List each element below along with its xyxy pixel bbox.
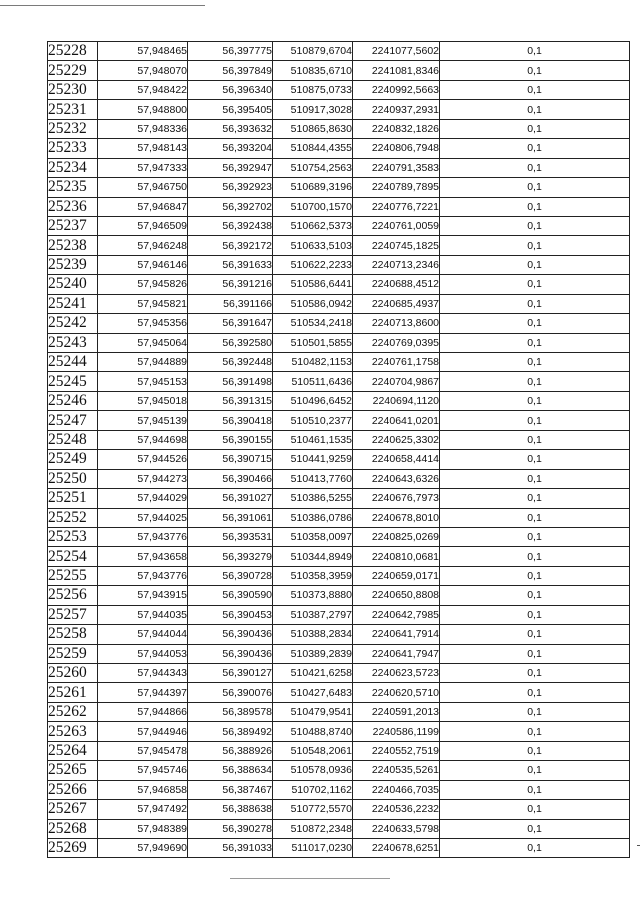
y-coordinate-cell: 2240688,4512: [353, 275, 440, 294]
point-number-cell: 25268: [48, 819, 98, 838]
latitude-cell: 57,944866: [98, 702, 188, 721]
table-row: [48, 80, 630, 99]
value-cell: 0,1: [440, 508, 630, 527]
value-cell: 0,1: [440, 450, 630, 469]
value-cell: 0,1: [440, 761, 630, 780]
x-coordinate-cell: 510427,6483: [273, 683, 353, 702]
longitude-cell: 56,390436: [188, 625, 273, 644]
table-row: [48, 741, 630, 760]
y-coordinate-cell: 2240552,7519: [353, 741, 440, 760]
table-row: [48, 353, 630, 372]
y-coordinate-cell: 2240642,7985: [353, 605, 440, 624]
latitude-cell: 57,944343: [98, 664, 188, 683]
y-coordinate-cell: 2240633,5798: [353, 819, 440, 838]
point-number-cell: 25234: [48, 158, 98, 177]
x-coordinate-cell: 510865,8630: [273, 119, 353, 138]
latitude-cell: 57,949690: [98, 838, 188, 857]
latitude-cell: 57,944035: [98, 605, 188, 624]
longitude-cell: 56,392172: [188, 236, 273, 255]
value-cell: 0,1: [440, 294, 630, 313]
table-row: [48, 411, 630, 430]
longitude-cell: 56,388634: [188, 761, 273, 780]
point-number-cell: 25267: [48, 800, 98, 819]
table-row: [48, 42, 630, 61]
x-coordinate-cell: 510373,8880: [273, 586, 353, 605]
value-cell: 0,1: [440, 430, 630, 449]
latitude-cell: 57,944946: [98, 722, 188, 741]
value-cell: 0,1: [440, 722, 630, 741]
latitude-cell: 57,944029: [98, 489, 188, 508]
y-coordinate-cell: 2240623,5723: [353, 664, 440, 683]
latitude-cell: 57,948143: [98, 139, 188, 158]
point-number-cell: 25262: [48, 702, 98, 721]
x-coordinate-cell: 510662,5373: [273, 216, 353, 235]
latitude-cell: 57,946509: [98, 216, 188, 235]
value-cell: 0,1: [440, 625, 630, 644]
longitude-cell: 56,391216: [188, 275, 273, 294]
latitude-cell: 57,945478: [98, 741, 188, 760]
latitude-cell: 57,945153: [98, 372, 188, 391]
latitude-cell: 57,945139: [98, 411, 188, 430]
y-coordinate-cell: 2240658,4414: [353, 450, 440, 469]
longitude-cell: 56,392448: [188, 353, 273, 372]
point-number-cell: 25269: [48, 838, 98, 857]
value-cell: 0,1: [440, 333, 630, 352]
y-coordinate-cell: 2241077,5602: [353, 42, 440, 61]
y-coordinate-cell: 2240761,1758: [353, 353, 440, 372]
point-number-cell: 25241: [48, 294, 98, 313]
table-row: [48, 683, 630, 702]
point-number-cell: 25256: [48, 586, 98, 605]
y-coordinate-cell: 2240625,3302: [353, 430, 440, 449]
latitude-cell: 57,944397: [98, 683, 188, 702]
x-coordinate-cell: 510511,6436: [273, 372, 353, 391]
x-coordinate-cell: 510689,3196: [273, 178, 353, 197]
latitude-cell: 57,948389: [98, 819, 188, 838]
x-coordinate-cell: 510772,5570: [273, 800, 353, 819]
point-number-cell: 25228: [48, 42, 98, 61]
point-number-cell: 25264: [48, 741, 98, 760]
y-coordinate-cell: 2240586,1199: [353, 722, 440, 741]
table-row: [48, 625, 630, 644]
table-row: [48, 275, 630, 294]
value-cell: 0,1: [440, 586, 630, 605]
x-coordinate-cell: 510633,5103: [273, 236, 353, 255]
longitude-cell: 56,387467: [188, 780, 273, 799]
latitude-cell: 57,943776: [98, 527, 188, 546]
longitude-cell: 56,390728: [188, 566, 273, 585]
table-row: [48, 838, 630, 857]
longitude-cell: 56,388638: [188, 800, 273, 819]
table-row: [48, 100, 630, 119]
latitude-cell: 57,944025: [98, 508, 188, 527]
x-coordinate-cell: 510358,0097: [273, 527, 353, 546]
point-number-cell: 25230: [48, 80, 98, 99]
x-coordinate-cell: 510479,9541: [273, 702, 353, 721]
point-number-cell: 25265: [48, 761, 98, 780]
table-row: [48, 489, 630, 508]
value-cell: 0,1: [440, 489, 630, 508]
point-number-cell: 25239: [48, 255, 98, 274]
y-coordinate-cell: 2240745,1825: [353, 236, 440, 255]
latitude-cell: 57,945821: [98, 294, 188, 313]
x-coordinate-cell: 510389,2839: [273, 644, 353, 663]
table-row: [48, 255, 630, 274]
longitude-cell: 56,389492: [188, 722, 273, 741]
point-number-cell: 25231: [48, 100, 98, 119]
point-number-cell: 25246: [48, 391, 98, 410]
latitude-cell: 57,945064: [98, 333, 188, 352]
value-cell: 0,1: [440, 353, 630, 372]
latitude-cell: 57,948422: [98, 80, 188, 99]
longitude-cell: 56,391647: [188, 314, 273, 333]
x-coordinate-cell: 510421,6258: [273, 664, 353, 683]
y-coordinate-cell: 2240641,0201: [353, 411, 440, 430]
x-coordinate-cell: 510482,1153: [273, 353, 353, 372]
point-number-cell: 25229: [48, 61, 98, 80]
point-number-cell: 25233: [48, 139, 98, 158]
longitude-cell: 56,390155: [188, 430, 273, 449]
x-coordinate-cell: 510622,2233: [273, 255, 353, 274]
latitude-cell: 57,945018: [98, 391, 188, 410]
point-number-cell: 25266: [48, 780, 98, 799]
table-row: [48, 761, 630, 780]
value-cell: 0,1: [440, 216, 630, 235]
point-number-cell: 25263: [48, 722, 98, 741]
table-row: [48, 586, 630, 605]
latitude-cell: 57,946750: [98, 178, 188, 197]
longitude-cell: 56,390590: [188, 586, 273, 605]
y-coordinate-cell: 2240832,1826: [353, 119, 440, 138]
x-coordinate-cell: 510386,0786: [273, 508, 353, 527]
x-coordinate-cell: 510875,0733: [273, 80, 353, 99]
point-number-cell: 25232: [48, 119, 98, 138]
y-coordinate-cell: 2240825,0269: [353, 527, 440, 546]
longitude-cell: 56,397849: [188, 61, 273, 80]
y-coordinate-cell: 2240676,7973: [353, 489, 440, 508]
y-coordinate-cell: 2240992,5663: [353, 80, 440, 99]
point-number-cell: 25245: [48, 372, 98, 391]
longitude-cell: 56,391166: [188, 294, 273, 313]
table-row: [48, 139, 630, 158]
table-row: [48, 780, 630, 799]
value-cell: 0,1: [440, 255, 630, 274]
y-coordinate-cell: 2240694,1120: [353, 391, 440, 410]
value-cell: 0,1: [440, 664, 630, 683]
value-cell: 0,1: [440, 800, 630, 819]
value-cell: 0,1: [440, 838, 630, 857]
point-number-cell: 25257: [48, 605, 98, 624]
y-coordinate-cell: 2240650,8808: [353, 586, 440, 605]
value-cell: 0,1: [440, 527, 630, 546]
x-coordinate-cell: 510700,1570: [273, 197, 353, 216]
x-coordinate-cell: 510548,2061: [273, 741, 353, 760]
x-coordinate-cell: 510844,4355: [273, 139, 353, 158]
longitude-cell: 56,393204: [188, 139, 273, 158]
latitude-cell: 57,944889: [98, 353, 188, 372]
longitude-cell: 56,390076: [188, 683, 273, 702]
x-coordinate-cell: 510754,2563: [273, 158, 353, 177]
value-cell: 0,1: [440, 119, 630, 138]
latitude-cell: 57,946248: [98, 236, 188, 255]
longitude-cell: 56,390418: [188, 411, 273, 430]
table-row: [48, 644, 630, 663]
y-coordinate-cell: 2240535,5261: [353, 761, 440, 780]
table-row: [48, 800, 630, 819]
x-coordinate-cell: 510917,3028: [273, 100, 353, 119]
x-coordinate-cell: 510388,2834: [273, 625, 353, 644]
table-body: [48, 42, 630, 858]
latitude-cell: 57,944698: [98, 430, 188, 449]
latitude-cell: 57,944053: [98, 644, 188, 663]
x-coordinate-cell: 510461,1535: [273, 430, 353, 449]
longitude-cell: 56,392923: [188, 178, 273, 197]
latitude-cell: 57,943915: [98, 586, 188, 605]
x-coordinate-cell: 510387,2797: [273, 605, 353, 624]
table-row: [48, 469, 630, 488]
table-row: [48, 314, 630, 333]
value-cell: 0,1: [440, 139, 630, 158]
longitude-cell: 56,392947: [188, 158, 273, 177]
latitude-cell: 57,947492: [98, 800, 188, 819]
longitude-cell: 56,389578: [188, 702, 273, 721]
y-coordinate-cell: 2240678,8010: [353, 508, 440, 527]
value-cell: 0,1: [440, 80, 630, 99]
value-cell: 0,1: [440, 411, 630, 430]
x-coordinate-cell: 510358,3959: [273, 566, 353, 585]
longitude-cell: 56,391033: [188, 838, 273, 857]
table-row: [48, 294, 630, 313]
y-coordinate-cell: 2240536,2232: [353, 800, 440, 819]
point-number-cell: 25261: [48, 683, 98, 702]
longitude-cell: 56,391633: [188, 255, 273, 274]
y-coordinate-cell: 2240643,6326: [353, 469, 440, 488]
table-row: [48, 664, 630, 683]
value-cell: 0,1: [440, 372, 630, 391]
y-coordinate-cell: 2240769,0395: [353, 333, 440, 352]
value-cell: 0,1: [440, 566, 630, 585]
point-number-cell: 25235: [48, 178, 98, 197]
value-cell: 0,1: [440, 61, 630, 80]
point-number-cell: 25250: [48, 469, 98, 488]
x-coordinate-cell: 510586,0942: [273, 294, 353, 313]
x-coordinate-cell: 510488,8740: [273, 722, 353, 741]
coordinates-table: [47, 41, 630, 858]
point-number-cell: 25248: [48, 430, 98, 449]
value-cell: 0,1: [440, 391, 630, 410]
latitude-cell: 57,945746: [98, 761, 188, 780]
point-number-cell: 25240: [48, 275, 98, 294]
table-row: [48, 819, 630, 838]
table-row: [48, 508, 630, 527]
value-cell: 0,1: [440, 42, 630, 61]
point-number-cell: 25259: [48, 644, 98, 663]
table-row: [48, 722, 630, 741]
longitude-cell: 56,391061: [188, 508, 273, 527]
x-coordinate-cell: 510835,6710: [273, 61, 353, 80]
table-row: [48, 702, 630, 721]
value-cell: 0,1: [440, 469, 630, 488]
bottom-rule: [230, 878, 390, 879]
x-coordinate-cell: 510586,6441: [273, 275, 353, 294]
table-row: [48, 566, 630, 585]
latitude-cell: 57,948070: [98, 61, 188, 80]
y-coordinate-cell: 2240810,0681: [353, 547, 440, 566]
value-cell: 0,1: [440, 741, 630, 760]
table-row: [48, 178, 630, 197]
y-coordinate-cell: 2240713,2346: [353, 255, 440, 274]
latitude-cell: 57,943776: [98, 566, 188, 585]
latitude-cell: 57,946146: [98, 255, 188, 274]
longitude-cell: 56,397775: [188, 42, 273, 61]
value-cell: 0,1: [440, 683, 630, 702]
y-coordinate-cell: 2240937,2931: [353, 100, 440, 119]
y-coordinate-cell: 2240641,7914: [353, 625, 440, 644]
longitude-cell: 56,391027: [188, 489, 273, 508]
point-number-cell: 25244: [48, 353, 98, 372]
x-coordinate-cell: 510872,2348: [273, 819, 353, 838]
point-number-cell: 25251: [48, 489, 98, 508]
value-cell: 0,1: [440, 644, 630, 663]
longitude-cell: 56,396340: [188, 80, 273, 99]
latitude-cell: 57,947333: [98, 158, 188, 177]
y-coordinate-cell: 2240678,6251: [353, 838, 440, 857]
latitude-cell: 57,944273: [98, 469, 188, 488]
table-row: [48, 430, 630, 449]
point-number-cell: 25260: [48, 664, 98, 683]
longitude-cell: 56,393279: [188, 547, 273, 566]
latitude-cell: 57,948465: [98, 42, 188, 61]
point-number-cell: 25237: [48, 216, 98, 235]
longitude-cell: 56,392438: [188, 216, 273, 235]
point-number-cell: 25238: [48, 236, 98, 255]
longitude-cell: 56,393531: [188, 527, 273, 546]
longitude-cell: 56,390127: [188, 664, 273, 683]
value-cell: 0,1: [440, 314, 630, 333]
x-coordinate-cell: 510578,0936: [273, 761, 353, 780]
value-cell: 0,1: [440, 702, 630, 721]
table-row: [48, 527, 630, 546]
table-row: [48, 391, 630, 410]
longitude-cell: 56,388926: [188, 741, 273, 760]
point-number-cell: 25253: [48, 527, 98, 546]
value-cell: 0,1: [440, 178, 630, 197]
point-number-cell: 25258: [48, 625, 98, 644]
value-cell: 0,1: [440, 158, 630, 177]
point-number-cell: 25249: [48, 450, 98, 469]
table-row: [48, 450, 630, 469]
point-number-cell: 25247: [48, 411, 98, 430]
table-row: [48, 236, 630, 255]
top-rule: [0, 5, 205, 6]
x-coordinate-cell: 510344,8949: [273, 547, 353, 566]
table-row: [48, 372, 630, 391]
point-number-cell: 25255: [48, 566, 98, 585]
longitude-cell: 56,390436: [188, 644, 273, 663]
longitude-cell: 56,390466: [188, 469, 273, 488]
y-coordinate-cell: 2240761,0059: [353, 216, 440, 235]
x-coordinate-cell: 510510,2377: [273, 411, 353, 430]
latitude-cell: 57,943658: [98, 547, 188, 566]
value-cell: 0,1: [440, 100, 630, 119]
x-coordinate-cell: 510386,5255: [273, 489, 353, 508]
x-coordinate-cell: 511017,0230: [273, 838, 353, 857]
longitude-cell: 56,393632: [188, 119, 273, 138]
longitude-cell: 56,390453: [188, 605, 273, 624]
y-coordinate-cell: 2240641,7947: [353, 644, 440, 663]
y-coordinate-cell: 2240704,9867: [353, 372, 440, 391]
longitude-cell: 56,392580: [188, 333, 273, 352]
y-coordinate-cell: 2240791,3583: [353, 158, 440, 177]
latitude-cell: 57,946847: [98, 197, 188, 216]
point-number-cell: 25254: [48, 547, 98, 566]
longitude-cell: 56,390278: [188, 819, 273, 838]
table-row: [48, 216, 630, 235]
y-coordinate-cell: 2240620,5710: [353, 683, 440, 702]
table-row: [48, 605, 630, 624]
value-cell: 0,1: [440, 197, 630, 216]
y-coordinate-cell: 2240713,8600: [353, 314, 440, 333]
point-number-cell: 25243: [48, 333, 98, 352]
table-row: [48, 197, 630, 216]
latitude-cell: 57,945356: [98, 314, 188, 333]
x-coordinate-cell: 510702,1162: [273, 780, 353, 799]
longitude-cell: 56,391498: [188, 372, 273, 391]
longitude-cell: 56,391315: [188, 391, 273, 410]
x-coordinate-cell: 510534,2418: [273, 314, 353, 333]
x-coordinate-cell: 510501,5855: [273, 333, 353, 352]
latitude-cell: 57,944526: [98, 450, 188, 469]
y-coordinate-cell: 2240806,7948: [353, 139, 440, 158]
y-coordinate-cell: 2241081,8346: [353, 61, 440, 80]
latitude-cell: 57,946858: [98, 780, 188, 799]
y-coordinate-cell: 2240789,7895: [353, 178, 440, 197]
latitude-cell: 57,948336: [98, 119, 188, 138]
latitude-cell: 57,944044: [98, 625, 188, 644]
value-cell: 0,1: [440, 547, 630, 566]
value-cell: 0,1: [440, 275, 630, 294]
table-row: [48, 61, 630, 80]
value-cell: 0,1: [440, 819, 630, 838]
y-coordinate-cell: 2240466,7035: [353, 780, 440, 799]
x-coordinate-cell: 510413,7760: [273, 469, 353, 488]
table-row: [48, 119, 630, 138]
value-cell: 0,1: [440, 236, 630, 255]
y-coordinate-cell: 2240659,0171: [353, 566, 440, 585]
x-coordinate-cell: 510441,9259: [273, 450, 353, 469]
y-coordinate-cell: 2240591,2013: [353, 702, 440, 721]
point-number-cell: 25242: [48, 314, 98, 333]
point-number-cell: 25236: [48, 197, 98, 216]
longitude-cell: 56,390715: [188, 450, 273, 469]
y-coordinate-cell: 2240776,7221: [353, 197, 440, 216]
value-cell: 0,1: [440, 780, 630, 799]
point-number-cell: 25252: [48, 508, 98, 527]
longitude-cell: 56,395405: [188, 100, 273, 119]
latitude-cell: 57,948800: [98, 100, 188, 119]
longitude-cell: 56,392702: [188, 197, 273, 216]
latitude-cell: 57,945826: [98, 275, 188, 294]
y-coordinate-cell: 2240685,4937: [353, 294, 440, 313]
x-coordinate-cell: 510879,6704: [273, 42, 353, 61]
table-row: [48, 333, 630, 352]
value-cell: 0,1: [440, 605, 630, 624]
table-row: [48, 158, 630, 177]
table-row: [48, 547, 630, 566]
x-coordinate-cell: 510496,6452: [273, 391, 353, 410]
